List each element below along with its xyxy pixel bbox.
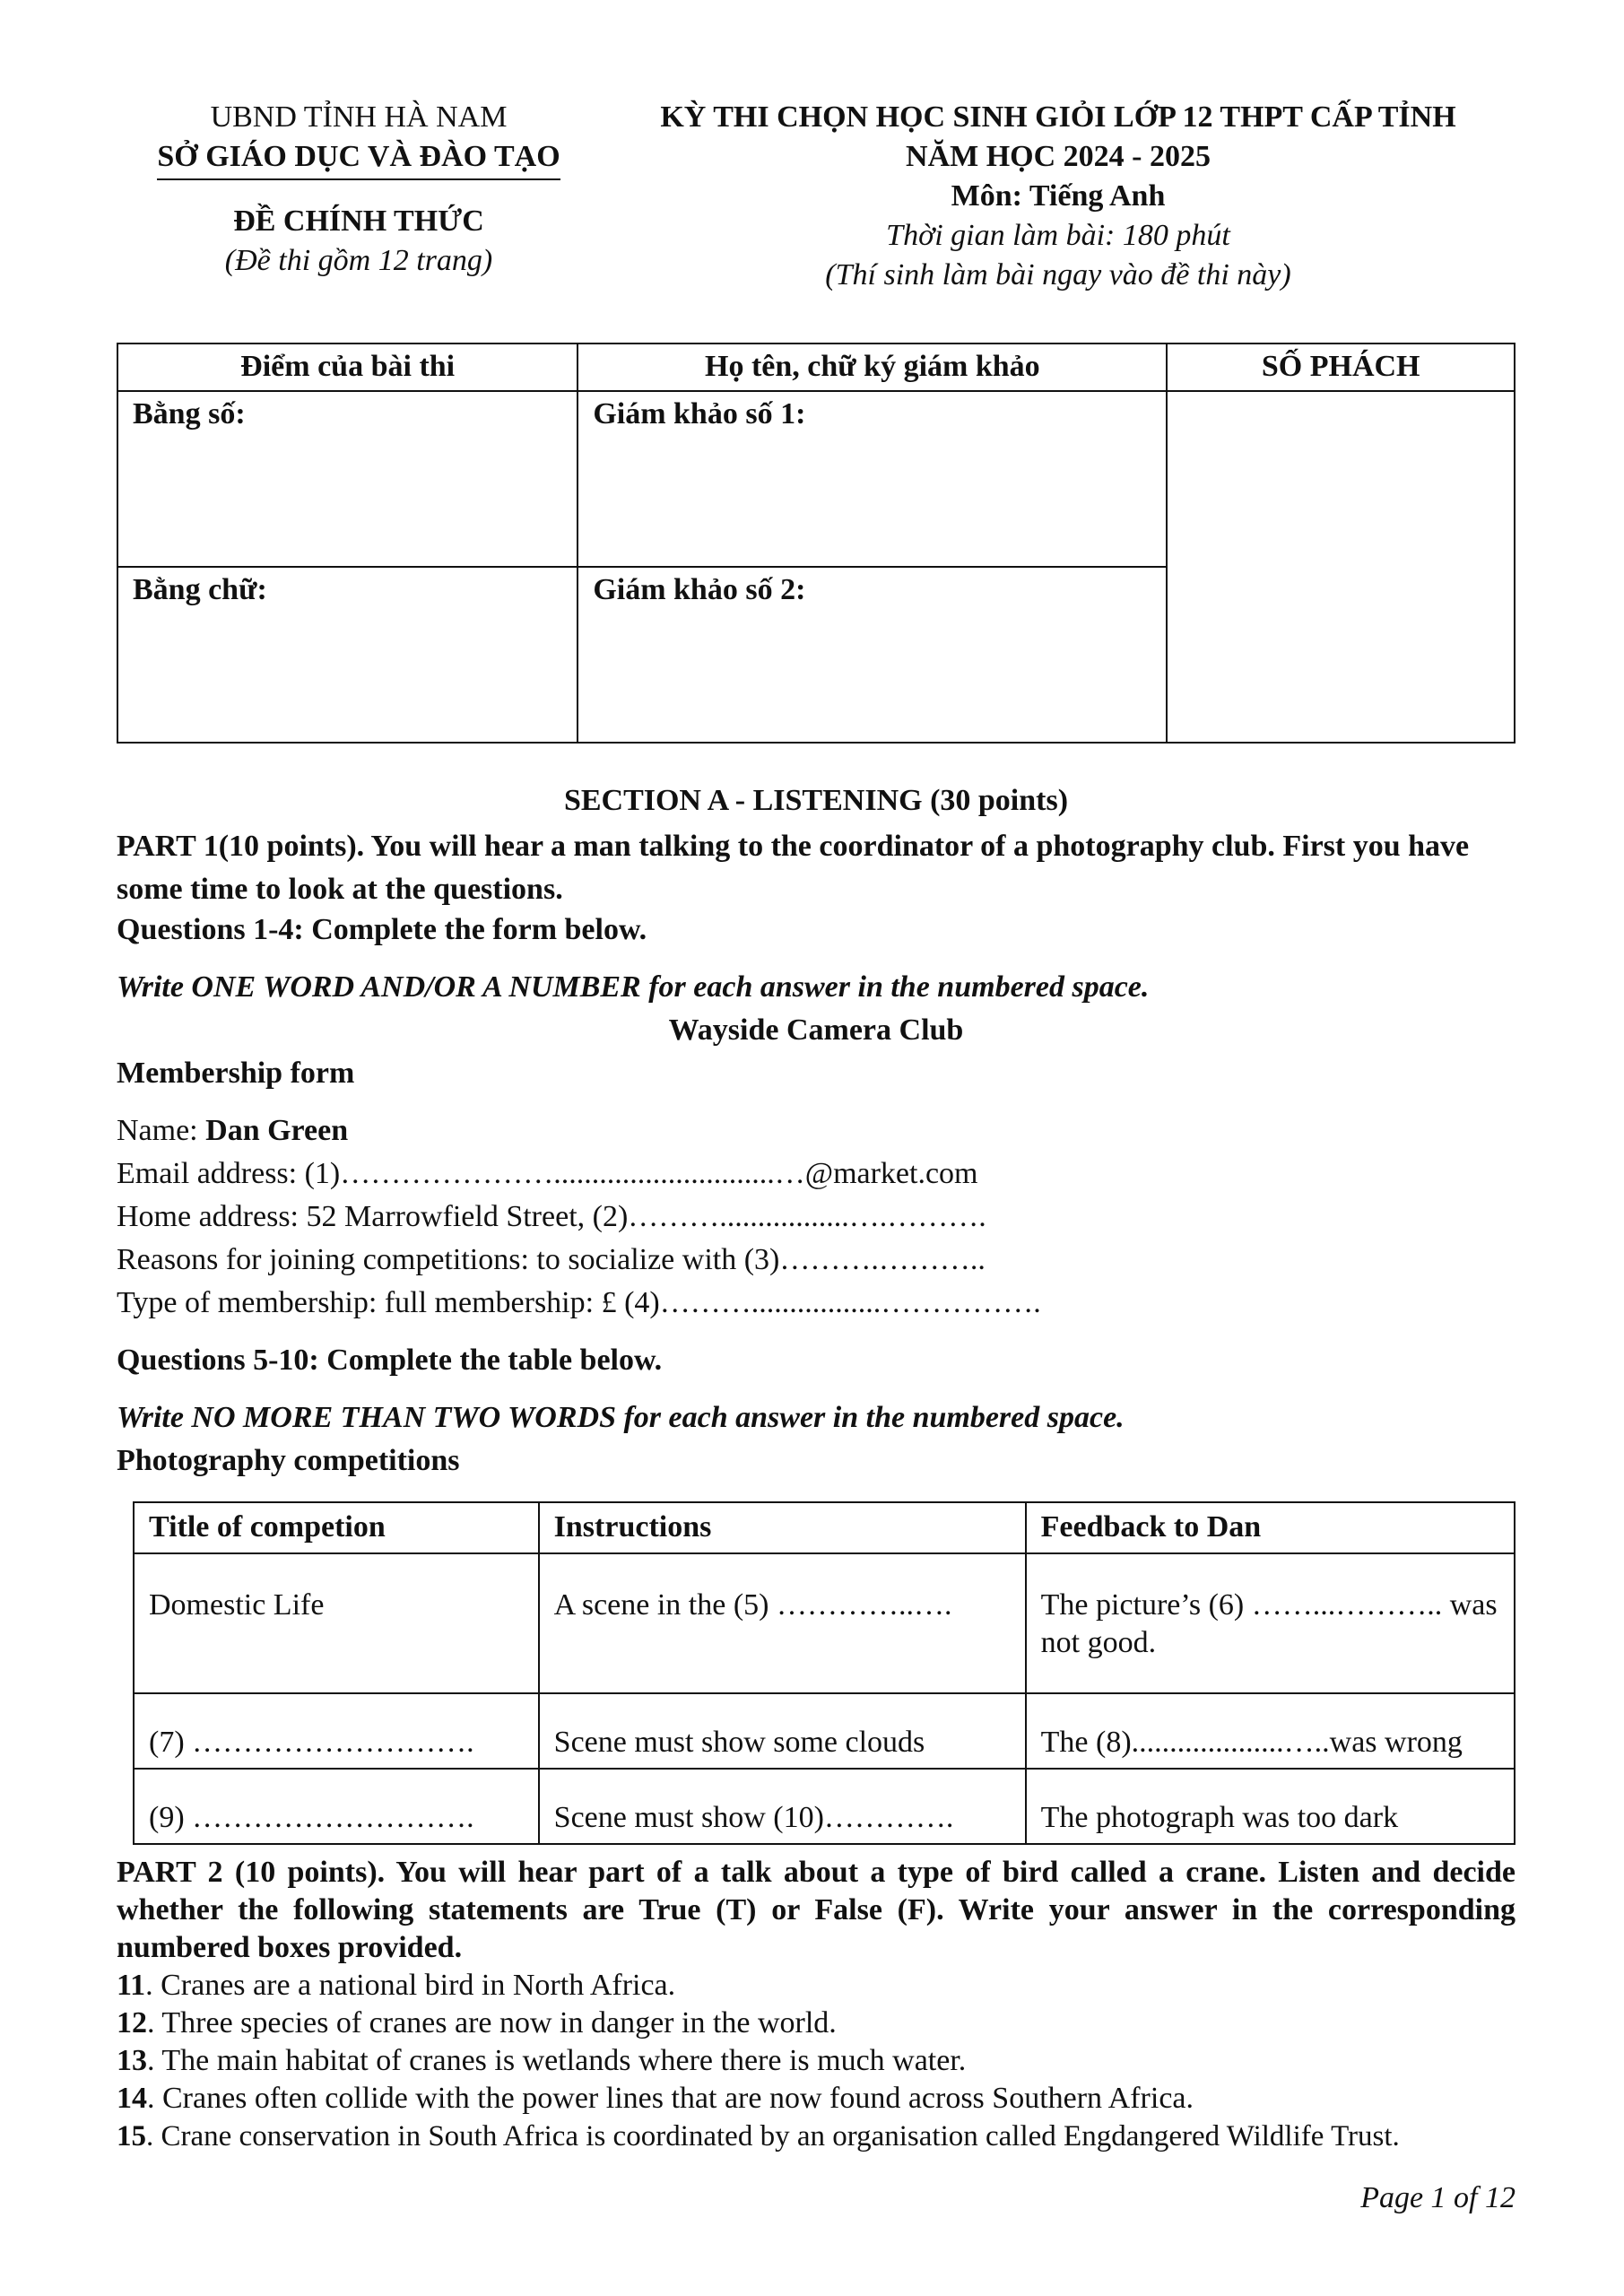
score-table xyxy=(117,343,1515,744)
table-header-feedback: Feedback to Dan xyxy=(1026,1502,1515,1553)
table-cell[interactable]: Scene must show (10)…………. xyxy=(539,1769,1026,1844)
table-row xyxy=(134,1693,1515,1769)
section-a xyxy=(117,782,1515,2155)
statement-item: 14. Cranes often collide with the power lines that are now found across Southern Africa. xyxy=(117,2081,1194,2115)
statement-item: 15. Crane conservation in South Africa is coordinated by an organisation called Engdangered Wildlife Trust. xyxy=(117,2119,1400,2152)
header-right xyxy=(601,99,1515,296)
table-header-title: Title of competion xyxy=(134,1502,539,1553)
part2-intro: PART 2 (10 points). You will hear part of a talk about a type of bird called a crane. Listen and decide whether the following statements are True (T) or False (F). Write your answer in the corresponding numbered boxes provided. xyxy=(117,1855,1515,1964)
statement-item: 13. The main habitat of cranes is wetlands where there is much water. xyxy=(117,2043,967,2077)
score-in-words-cell[interactable]: Bằng chữ: xyxy=(117,567,578,743)
statement-item: 12. Three species of cranes are now in danger in the world. xyxy=(117,2005,837,2039)
code-header: SỐ PHÁCH xyxy=(1167,344,1515,391)
table-cell: Domestic Life xyxy=(134,1553,539,1693)
subject: Môn: Tiếng Anh xyxy=(951,179,1166,213)
examiner-2-cell[interactable]: Giám khảo số 2: xyxy=(578,567,1167,743)
membership-line[interactable]: Type of membership: full membership: £ (4)……….................……………. xyxy=(117,1286,1041,1319)
table-row xyxy=(134,1553,1515,1693)
authority-name: UBND TỈNH HÀ NAM xyxy=(210,100,508,134)
table-header-instructions: Instructions xyxy=(539,1502,1026,1553)
code-cell[interactable] xyxy=(1167,391,1515,743)
reasons-line[interactable]: Reasons for joining competitions: to socialize with (3)……….……….. xyxy=(117,1243,986,1276)
form-title: Wayside Camera Club xyxy=(668,1013,964,1047)
table-cell[interactable]: The picture’s (6) ……...……….. was not good. xyxy=(1026,1553,1515,1693)
q1-4-instruction: Write ONE WORD AND/OR A NUMBER for each answer in the numbered space. xyxy=(117,970,1150,1004)
department-name: SỞ GIÁO DỤC VÀ ĐÀO TẠO xyxy=(117,138,601,178)
school-year: NĂM HỌC 2024 - 2025 xyxy=(906,140,1211,173)
table-cell[interactable]: A scene in the (5) …………..…. xyxy=(539,1553,1026,1693)
examiner-1-cell[interactable]: Giám khảo số 1: xyxy=(578,391,1167,567)
form-subtitle: Membership form xyxy=(117,1057,355,1090)
duration: Thời gian làm bài: 180 phút xyxy=(886,219,1230,252)
home-address-line[interactable]: Home address: 52 Marrowfield Street, (2)……….................….………. xyxy=(117,1200,986,1233)
statement-list xyxy=(117,1967,1515,2155)
exam-header xyxy=(117,90,1515,296)
table-cell[interactable]: (7) ………………………. xyxy=(134,1693,539,1769)
table-cell: The photograph was too dark xyxy=(1026,1769,1515,1844)
q1-4-heading: Questions 1-4: Complete the form below. xyxy=(117,913,647,946)
exam-title: KỲ THI CHỌN HỌC SINH GIỎI LỚP 12 THPT CẤP TỈNH xyxy=(660,100,1456,134)
name-line: Name: Dan Green xyxy=(117,1114,349,1147)
email-line[interactable]: Email address: (1)………………….............................…@market.com xyxy=(117,1157,978,1190)
score-in-numbers-cell[interactable]: Bằng số: xyxy=(117,391,578,567)
q5-10-instruction: Write NO MORE THAN TWO WORDS for each answer in the numbered space. xyxy=(117,1401,1125,1434)
q5-10-heading: Questions 5-10: Complete the table below. xyxy=(117,1344,663,1377)
table-row xyxy=(134,1769,1515,1844)
examiner-header: Họ tên, chữ ký giám khảo xyxy=(578,344,1167,391)
header-left xyxy=(117,99,601,282)
table-header-row xyxy=(134,1502,1515,1553)
table-title: Photography competitions xyxy=(117,1444,460,1477)
score-header: Điểm của bài thi xyxy=(117,344,578,391)
exam-status: ĐỀ CHÍNH THỨC xyxy=(233,204,484,238)
section-title: SECTION A - LISTENING (30 points) xyxy=(563,784,1069,817)
page-number: Page 1 of 12 xyxy=(1360,2181,1515,2214)
table-cell[interactable]: The (8)....................…..was wrong xyxy=(1026,1693,1515,1769)
name-value: Dan Green xyxy=(205,1114,349,1147)
statement-item: 11. Cranes are a national bird in North Africa. xyxy=(117,1968,676,2002)
part1-intro: PART 1(10 points). You will hear a man talking to the coordinator of a photography club. First you have some time to look at the questions. xyxy=(117,830,1470,906)
table-cell: Scene must show some clouds xyxy=(539,1693,1026,1769)
pages-note: (Đề thi gồm 12 trang) xyxy=(224,244,493,277)
competitions-table xyxy=(133,1501,1515,1845)
exam-instruction: (Thí sinh làm bài ngay vào đề thi này) xyxy=(825,258,1291,291)
table-cell[interactable]: (9) ………………………. xyxy=(134,1769,539,1844)
